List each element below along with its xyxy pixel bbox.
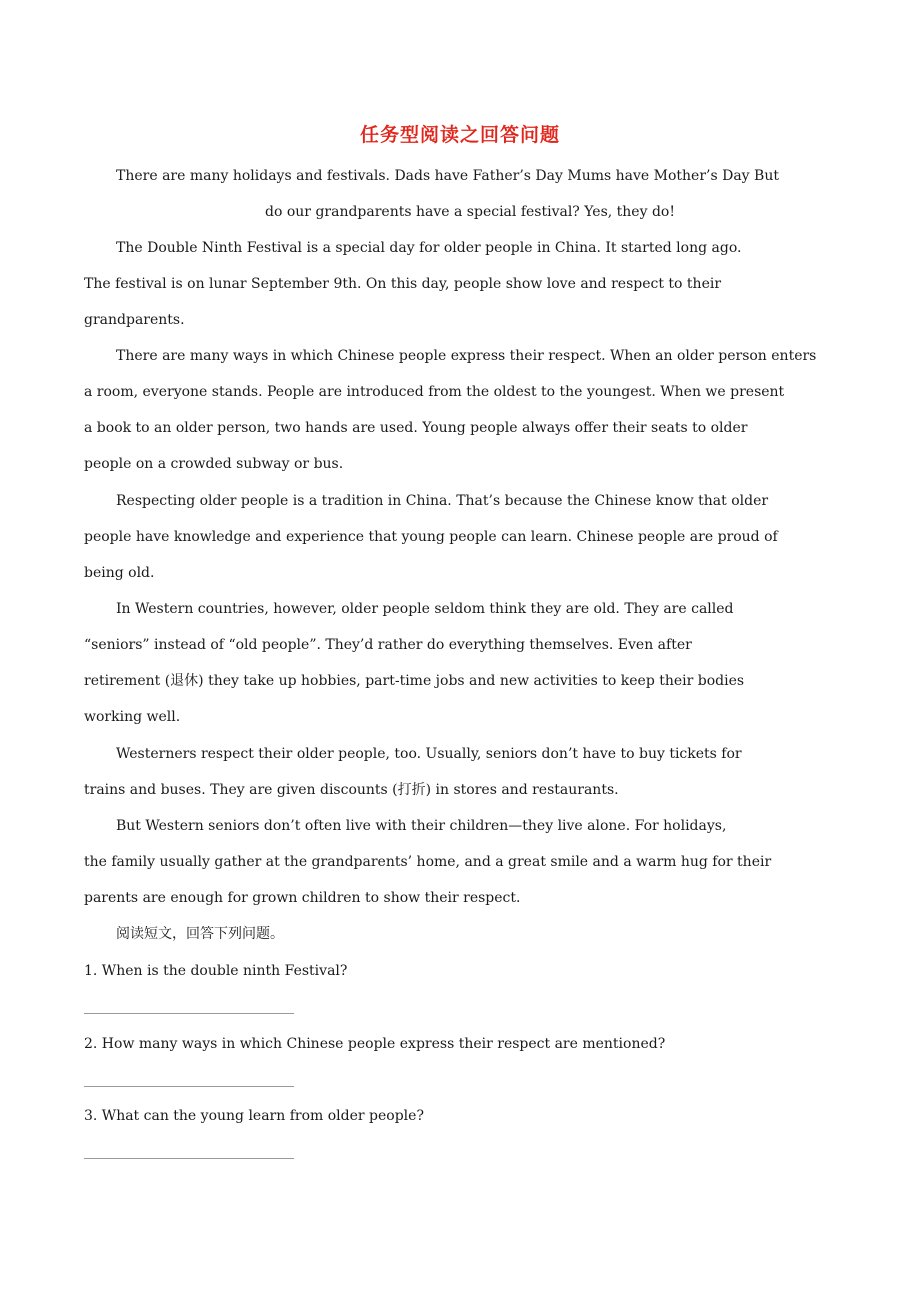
- answer-line-1[interactable]: [84, 1013, 294, 1014]
- instruction-text: 阅读短文，回答下列问题。: [116, 926, 284, 942]
- paragraph-5-line-4: working well.: [84, 709, 181, 725]
- paragraph-1-line-2: do our grandparents have a special festival? Yes, they do!: [265, 204, 675, 220]
- paragraph-4-line-3: being old.: [84, 565, 155, 581]
- paragraph-7-line-3: parents are enough for grown children to show their respect.: [84, 890, 521, 906]
- answer-line-3[interactable]: [84, 1158, 294, 1159]
- paragraph-2-line-2: The festival is on lunar September 9th. On this day, people show love and respect to their: [84, 276, 722, 292]
- paragraph-3-line-2: a room, everyone stands. People are introduced from the oldest to the youngest. When we present: [84, 384, 785, 400]
- paragraph-5-line-1: In Western countries, however, older people seldom think they are old. They are called: [116, 601, 734, 617]
- answer-line-2[interactable]: [84, 1086, 294, 1087]
- paragraph-6-line-1: Westerners respect their older people, too. Usually, seniors don’t have to buy tickets for: [116, 746, 742, 762]
- paragraph-2-line-1: The Double Ninth Festival is a special day for older people in China. It started long ago.: [116, 240, 742, 256]
- document-title: 任务型阅读之回答问题: [359, 124, 560, 146]
- paragraph-4-line-2: people have knowledge and experience that young people can learn. Chinese people are proud of: [84, 529, 778, 545]
- question-1: 1. When is the double ninth Festival?: [84, 963, 348, 979]
- paragraph-7-line-2: the family usually gather at the grandparents’ home, and a great smile and a warm hug for their: [84, 854, 772, 870]
- paragraph-3-line-4: people on a crowded subway or bus.: [84, 456, 344, 472]
- paragraph-3-line-3: a book to an older person, two hands are used. Young people always offer their seats to older: [84, 420, 748, 436]
- paragraph-5-line-3: retirement (退休) they take up hobbies, part-time jobs and new activities to keep their bodies: [84, 673, 745, 689]
- paragraph-4-line-1: Respecting older people is a tradition in China. That’s because the Chinese know that older: [116, 493, 769, 509]
- paragraph-7-line-1: But Western seniors don’t often live with their children—they live alone. For holidays,: [116, 818, 727, 834]
- paragraph-3-line-1: There are many ways in which Chinese people express their respect. When an older person enters: [116, 348, 817, 364]
- question-3: 3. What can the young learn from older people?: [84, 1108, 424, 1124]
- question-2: 2. How many ways in which Chinese people express their respect are mentioned?: [84, 1036, 666, 1052]
- paragraph-6-line-2: trains and buses. They are given discounts (打折) in stores and restaurants.: [84, 782, 619, 798]
- paragraph-2-line-3: grandparents.: [84, 312, 185, 328]
- paragraph-1-line-1: There are many holidays and festivals. Dads have Father’s Day Mums have Mother’s Day But: [116, 168, 779, 184]
- paragraph-5-line-2: “seniors” instead of “old people”. They’d rather do everything themselves. Even after: [84, 637, 692, 653]
